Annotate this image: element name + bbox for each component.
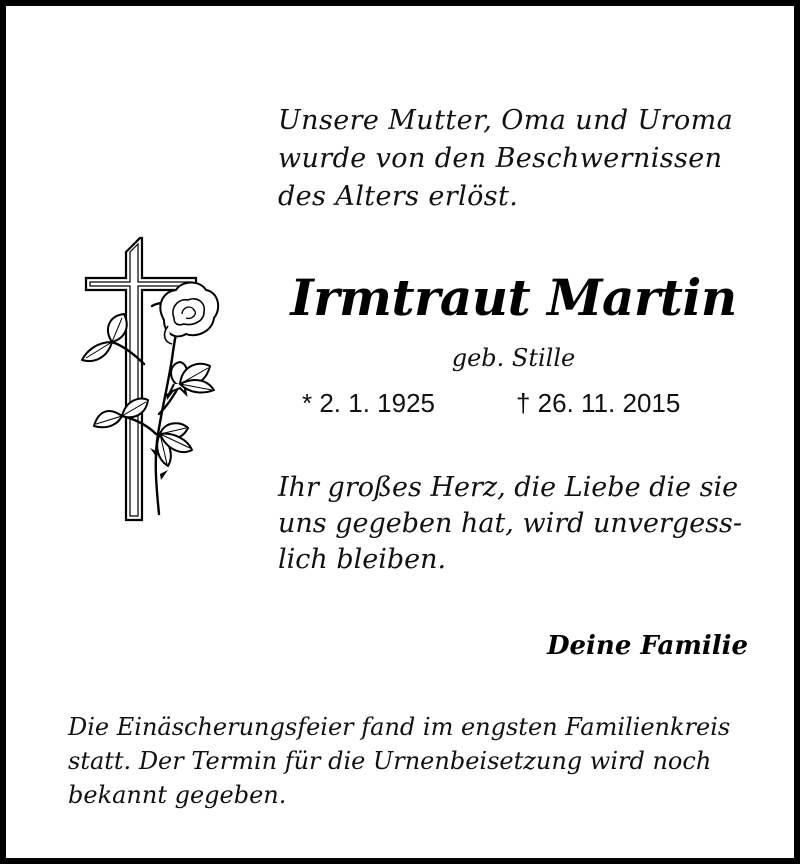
- notice-line: Die Einäscherungsfeier fand im engsten Familienkreis: [68, 713, 731, 741]
- life-dates: [276, 388, 751, 424]
- memorial-quote: [278, 470, 748, 578]
- quote-line: Ihr großes Herz, die Liebe die sie: [278, 472, 739, 503]
- intro-line: Unsere Mutter, Oma und Uroma: [278, 105, 734, 136]
- maiden-name: geb. Stille: [451, 344, 576, 372]
- notice-line: statt. Der Termin für die Urnenbeisetzung wird noch: [68, 747, 712, 775]
- funeral-notice: [68, 710, 748, 812]
- notice-line: bekannt gegeben.: [68, 781, 287, 809]
- birth-date: * 2. 1. 1925: [302, 388, 435, 418]
- death-date: † 26. 11. 2015: [516, 388, 681, 418]
- cross-with-rose-icon: [64, 234, 224, 526]
- intro-text: [278, 102, 748, 216]
- intro-line: wurde von den Beschwernissen: [278, 143, 723, 174]
- intro-line: des Alters erlöst.: [278, 181, 519, 212]
- deceased-name: Irmtraut Martin: [290, 268, 737, 327]
- family-signature: Deine Familie: [546, 631, 748, 661]
- quote-line: lich bleiben.: [278, 544, 447, 575]
- quote-line: uns gegeben hat, wird unvergess-: [278, 508, 743, 539]
